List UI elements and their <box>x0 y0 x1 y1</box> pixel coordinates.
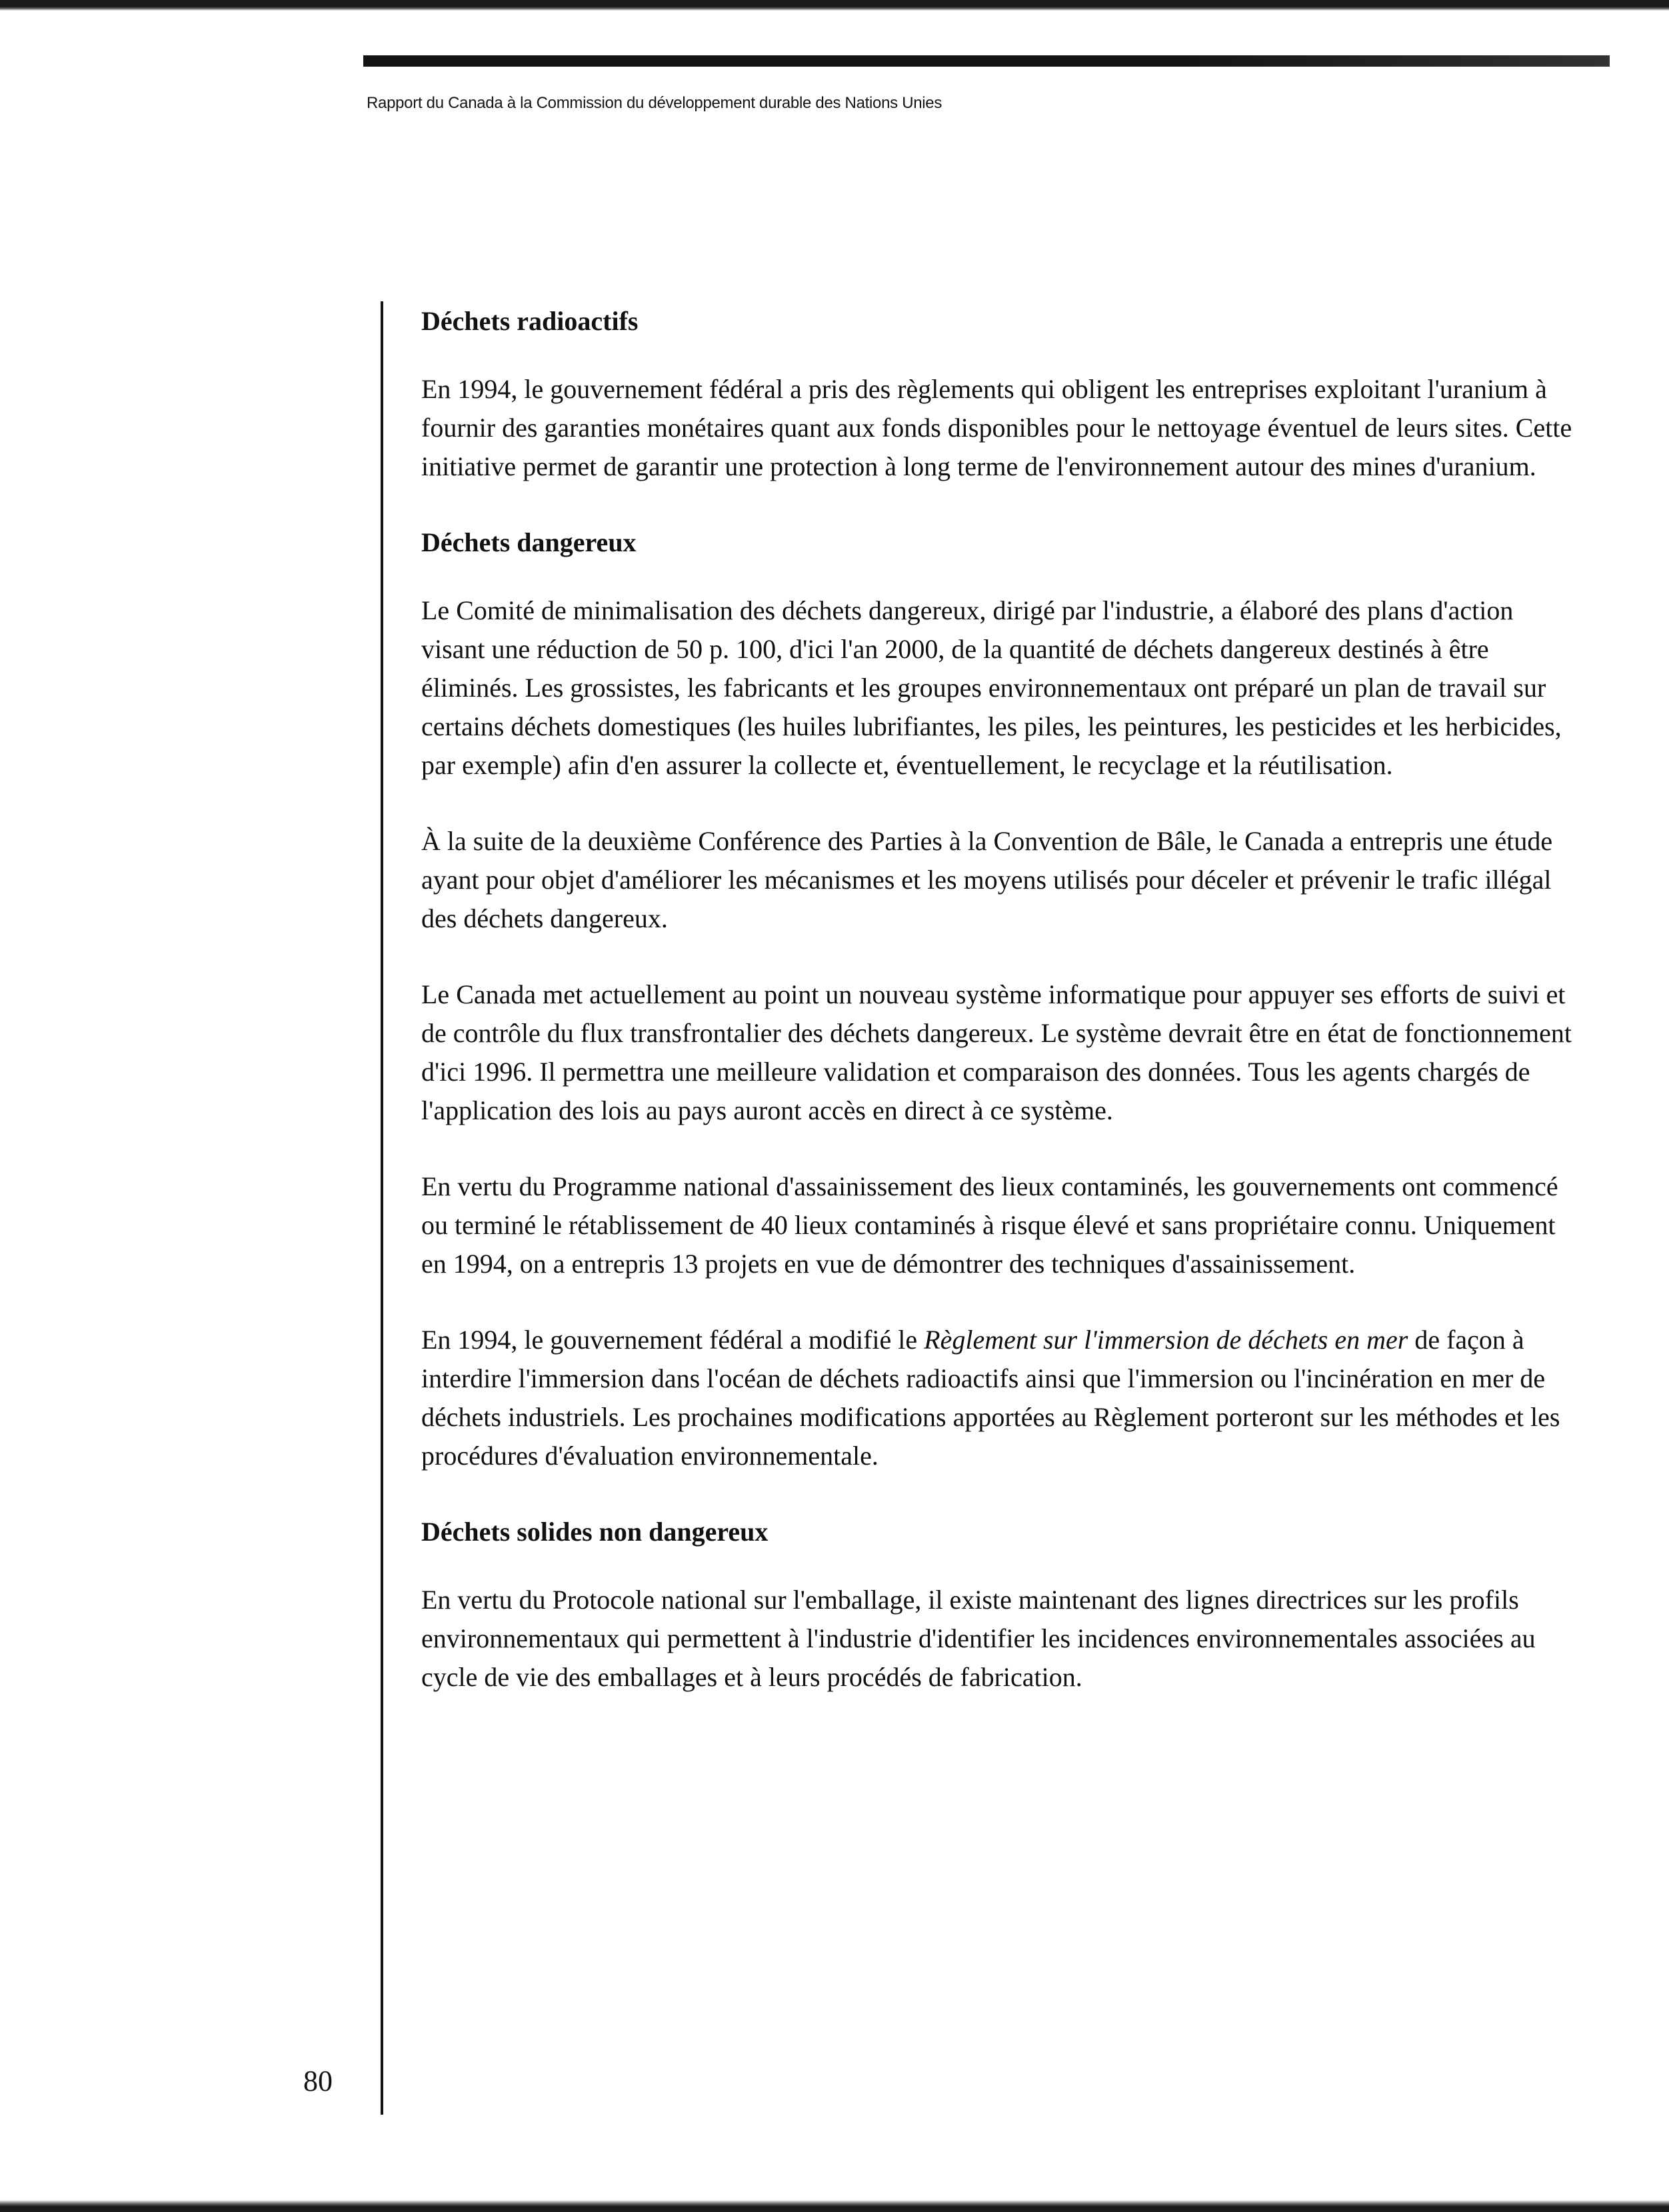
paragraph: En 1994, le gouvernement fédéral a pris des règlements qui obligent les entreprises exploitant l'uranium à fournir des garanties monétaires quant aux fonds disponibles pour le nettoyage éventuel de leurs sites. Cette initiative permet de garantir une protection à long terme de l'environnement autour des mines d'uranium. <box>421 374 1572 481</box>
paragraph: Le Canada met actuellement au point un nouveau système informatique pour appuyer ses efforts de suivi et de contrôle du flux transfrontalier des déchets dangereux. Le système devrait être en état de fonctionnement d'ici 1996. Il permettra une meilleure validation et comparaison des données. Tous les agents chargés de l'application des lois au pays auront accès en direct à ce système. <box>421 979 1572 1125</box>
paragraph: En vertu du Programme national d'assainissement des lieux contaminés, les gouvernements ont commencé ou terminé le rétablissement de 40 lieux contaminés à risque élevé et sans propriétaire connu. Uniquement en 1994, on a entrepris 13 projets en vue de démontrer des techniques d'assainissement. <box>421 1171 1558 1279</box>
paragraph-ocean-dumping <box>421 1321 1581 1475</box>
scan-top-edge <box>0 0 1669 11</box>
paragraph-text: de façon à interdire l'immersion dans l'océan de déchets radioactifs ainsi que l'immersion ou l'incinération en mer de déchets industriels. Les prochaines modifications apportées au Règlement porteront sur les méthodes et les procédures d'évaluation environnementale. <box>421 1325 1560 1471</box>
section-heading-hazardous-waste: Déchets dangereux <box>421 527 637 557</box>
paragraph: À la suite de la deuxième Conférence des Parties à la Convention de Bâle, le Canada a entrepris une étude ayant pour objet d'améliorer les mécanismes et les moyens utilisés pour déceler et prévenir le trafic illégal des déchets dangereux. <box>421 826 1553 933</box>
header-rule <box>363 55 1610 67</box>
paragraph: Le Comité de minimalisation des déchets dangereux, dirigé par l'industrie, a élaboré des plans d'action visant une réduction de 50 p. 100, d'ici l'an 2000, de la quantité de déchets dangereux destinés à être éliminés. Les grossistes, les fabricants et les groupes environnementaux ont préparé un plan de travail sur certains déchets domestiques (les huiles lubrifiantes, les piles, les peintures, les pesticides et les herbicides, par exemple) afin d'en assurer la collecte et, éventuellement, le recyclage et la réutilisation. <box>421 595 1562 780</box>
margin-rule <box>381 301 383 2115</box>
paragraph-text: En 1994, le gouvernement fédéral a modifié le <box>421 1325 924 1355</box>
scan-bottom-edge <box>0 2200 1669 2212</box>
running-header: Rapport du Canada à la Commission du développement durable des Nations Unies <box>367 94 942 112</box>
page-body <box>421 302 1581 1734</box>
page-number: 80 <box>303 2065 333 2097</box>
paragraph: En vertu du Protocole national sur l'emballage, il existe maintenant des lignes directrices sur les profils environnementaux qui permettent à l'industrie d'identifier les incidences environnementales associées au cycle de vie des emballages et à leurs procédés de fabrication. <box>421 1585 1536 1692</box>
regulation-title: Règlement sur l'immersion de déchets en mer <box>924 1325 1408 1355</box>
section-heading-non-hazardous-solid-waste: Déchets solides non dangereux <box>421 1517 769 1547</box>
section-heading-radioactive-waste: Déchets radioactifs <box>421 306 639 336</box>
